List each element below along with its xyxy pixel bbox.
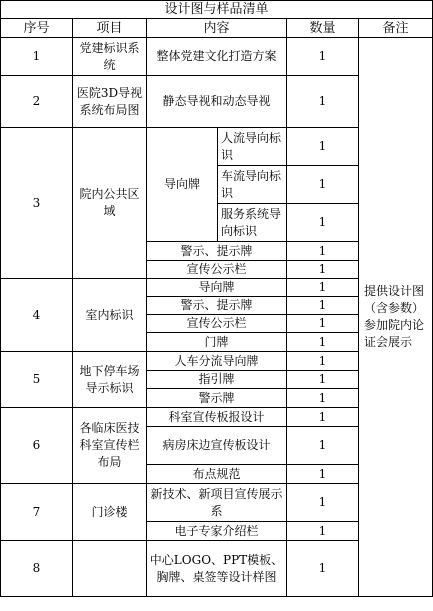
content-cell: 警示、提示牌 (147, 297, 287, 315)
qty-cell: 1 (287, 166, 359, 204)
content-cell: 警示、提示牌 (147, 242, 287, 261)
content-cell: 人流导向标识 (218, 128, 287, 166)
content-cell: 宣传公示栏 (147, 261, 287, 279)
qty-cell: 1 (287, 128, 359, 166)
content-cell: 车流导向标识 (218, 166, 287, 204)
qty-cell: 1 (287, 204, 359, 242)
qty-cell: 1 (287, 371, 359, 389)
table-title: 设计图与样品清单 (1, 1, 433, 19)
qty-cell: 1 (287, 484, 359, 522)
item-cell: 党建标识系统 (73, 38, 147, 76)
seq-cell: 5 (1, 352, 73, 408)
qty-cell: 1 (287, 315, 359, 333)
content-cell: 新技术、新项目宣传展示系 (147, 484, 287, 522)
content-cell: 科室宣传板报设计 (147, 408, 287, 427)
item-cell: 医院3D导视系统布局图 (73, 76, 147, 128)
qty-cell: 1 (287, 261, 359, 279)
qty-cell: 1 (287, 38, 359, 76)
remark-text: 提供设计图（含参数）参加院内论证会展示 (364, 284, 425, 349)
seq-cell: 1 (1, 38, 73, 76)
header-item: 项目 (73, 19, 147, 38)
qty-cell: 1 (287, 465, 359, 484)
content-cell: 宣传公示栏 (147, 315, 287, 333)
content-cell: 导向牌 (147, 279, 287, 297)
header-qty: 数量 (287, 19, 359, 38)
content-cell: 门牌 (147, 333, 287, 352)
header-remark: 备注 (359, 19, 433, 38)
title-row (1, 1, 433, 19)
group-cell: 导向牌 (147, 128, 218, 242)
seq-cell: 8 (1, 541, 73, 597)
qty-cell: 1 (287, 333, 359, 352)
header-content: 内容 (147, 19, 287, 38)
qty-cell: 1 (287, 427, 359, 465)
seq-cell: 6 (1, 408, 73, 484)
header-seq: 序号 (1, 19, 73, 38)
qty-cell: 1 (287, 352, 359, 371)
item-cell: 各临床医技科室宣传栏布局 (73, 408, 147, 484)
seq-cell: 3 (1, 128, 73, 279)
qty-cell: 1 (287, 279, 359, 297)
seq-cell: 7 (1, 484, 73, 541)
qty-cell: 1 (287, 522, 359, 541)
remark-cell (359, 38, 433, 597)
seq-cell: 4 (1, 279, 73, 352)
seq-cell: 2 (1, 76, 73, 128)
qty-cell: 1 (287, 76, 359, 128)
content-cell: 中心LOGO、PPT模板、胸牌、桌签等设计样图 (147, 541, 287, 597)
content-cell: 静态导视和动态导视 (147, 76, 287, 128)
content-cell: 布点规范 (147, 465, 287, 484)
header-row (1, 19, 433, 38)
item-cell: 室内标识 (73, 279, 147, 352)
item-cell: 门诊楼 (73, 484, 147, 541)
content-cell: 人车分流导向牌 (147, 352, 287, 371)
content-cell: 警示牌 (147, 389, 287, 408)
qty-cell: 1 (287, 297, 359, 315)
content-cell: 整体党建文化打造方案 (147, 38, 287, 76)
item-cell (73, 541, 147, 597)
table-row (1, 38, 433, 76)
qty-cell: 1 (287, 541, 359, 597)
content-cell: 病房床边宣传板设计 (147, 427, 287, 465)
item-cell: 院内公共区域 (73, 128, 147, 279)
content-cell: 电子专家介绍栏 (147, 522, 287, 541)
item-cell: 地下停车场导示标识 (73, 352, 147, 408)
qty-cell: 1 (287, 389, 359, 408)
content-cell: 指引牌 (147, 371, 287, 389)
qty-cell: 1 (287, 408, 359, 427)
content-cell: 服务系统导向标识 (218, 204, 287, 242)
qty-cell: 1 (287, 242, 359, 261)
